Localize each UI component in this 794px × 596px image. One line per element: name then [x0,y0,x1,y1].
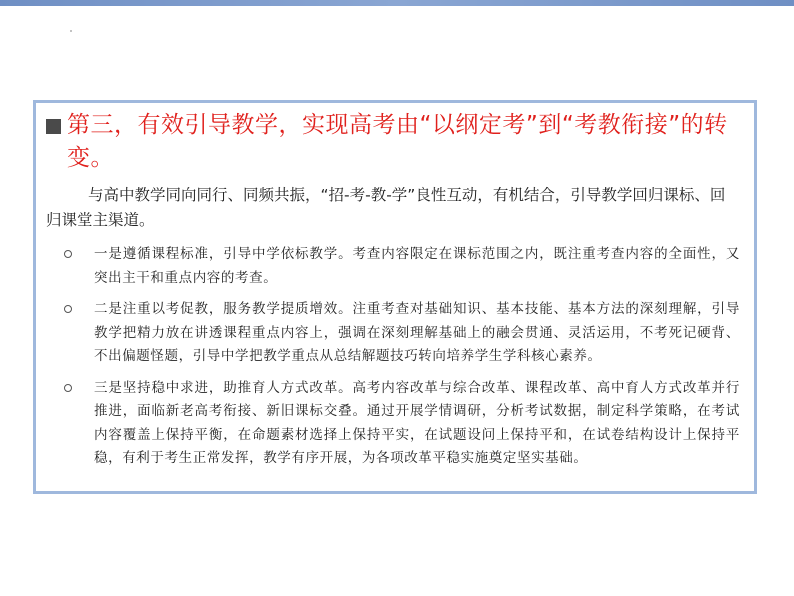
square-bullet-icon [46,119,61,134]
content-box [33,100,757,494]
section-heading: 第三，有效引导教学，实现高考由“以纲定考”到“考教衔接”的转变。 [67,112,728,171]
list-item [46,377,740,471]
circle-bullet-icon [64,250,72,258]
circle-bullet-icon [64,384,72,392]
top-accent-bar [0,0,794,6]
heading-row [46,109,740,175]
point-text: 三是坚持稳中求进，助推育人方式改革。高考内容改革与综合改革、课程改革、高中育人方式改革并行推进，面临新老高考衔接、新旧课标交叠。通过开展学情调研，分析考试数据，制定科学策略，在考试内容覆盖上保持平衡，在命题素材选择上保持平实，在试题设问上保持平和，在试卷结构设计上保持平稳，有利于考生正常发挥，教学有序开展，为各项改革平稳实施奠定坚实基础。 [94,379,740,466]
list-item [46,243,740,290]
point-text: 二是注重以考促教，服务教学提质增效。注重考查对基础知识、基本技能、基本方法的深刻理解，引导教学把精力放在讲透课程重点内容上，强调在深刻理解基础上的融会贯通、灵活运用，不考死记硬背、不出偏题怪题，引导中学把教学重点从总结解题技巧转向培养学生学科核心素养。 [94,301,740,364]
points-list [46,243,740,471]
list-item [46,298,740,369]
intro-paragraph: 与高中教学同向同行、同频共振，“招-考-教-学”良性互动，有机结合，引导教学回归课标、回归课堂主渠道。 [46,186,726,229]
decorative-dot [70,30,72,32]
circle-bullet-icon [64,305,72,313]
point-text: 一是遵循课程标准，引导中学依标教学。考查内容限定在课标范围之内，既注重考查内容的全面性，又突出主干和重点内容的考查。 [94,246,740,286]
